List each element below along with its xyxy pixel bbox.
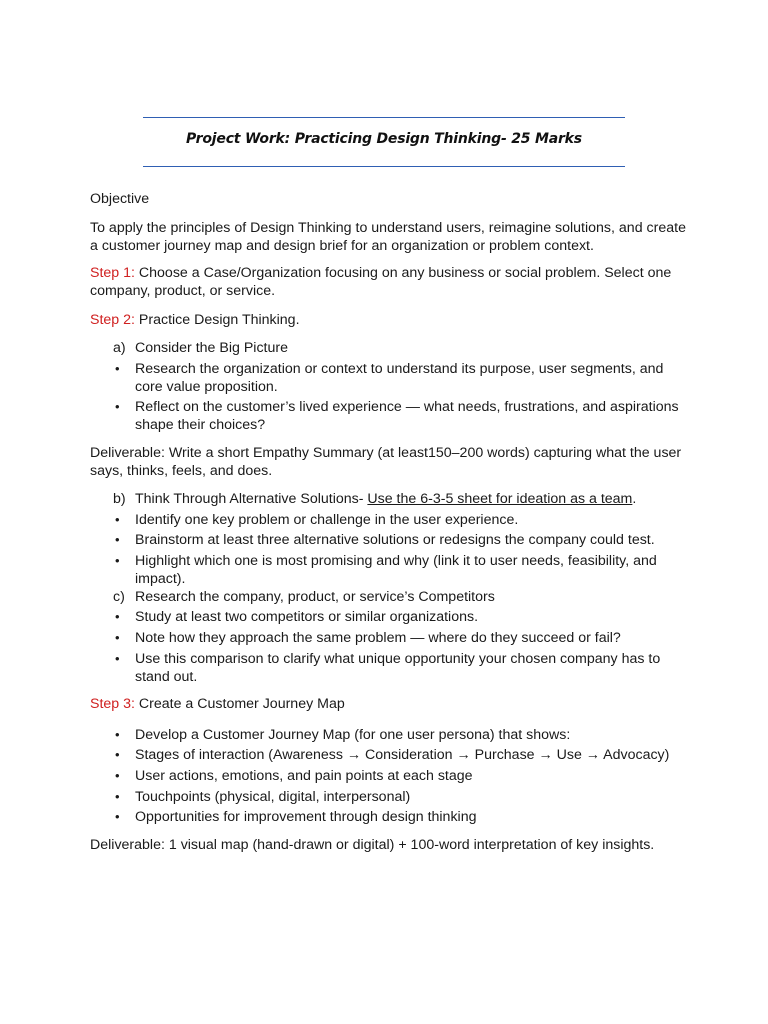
bullet-icon: • [115, 553, 120, 568]
list-item [113, 360, 693, 396]
step2-c-item [113, 588, 693, 606]
list-item [113, 726, 693, 744]
bullet-icon: • [115, 399, 120, 414]
list-marker: c) [113, 589, 125, 605]
bullet-icon: • [115, 361, 120, 376]
list-item [113, 552, 693, 588]
list-item-text: Study at least two competitors or similar organizations. [135, 609, 479, 625]
bullet-icon: • [115, 651, 120, 666]
step2-text: Practice Design Thinking. [134, 312, 300, 328]
bullet-icon: • [115, 630, 120, 645]
step3-paragraph [90, 695, 690, 713]
step2-label: Step 2: [90, 312, 135, 328]
list-item-text: Use this comparison to clarify what unique opportunity your chosen company has to stand out. [135, 651, 661, 685]
objective-heading: Objective [90, 191, 150, 207]
step2-a-text: Consider the Big Picture [135, 340, 288, 356]
list-item [113, 808, 693, 826]
title-bottom-rule [143, 166, 625, 167]
list-item-text: Touchpoints (physical, digital, interpersonal) [135, 789, 411, 805]
list-item-text: Highlight which one is most promising and why (link it to user needs, feasibility, and impact). [135, 553, 657, 587]
step2-b-item [113, 490, 693, 508]
step2-b-period: . [632, 491, 637, 507]
bullet-icon: • [115, 532, 120, 547]
list-item-text: Opportunities for improvement through design thinking [135, 809, 477, 825]
list-marker: a) [113, 340, 126, 356]
list-item [113, 511, 693, 529]
list-item [113, 608, 693, 626]
list-marker: b) [113, 491, 126, 507]
list-item-text: Develop a Customer Journey Map (for one user persona) that shows: [135, 727, 571, 743]
list-item [113, 788, 693, 806]
page-title: Project Work: Practicing Design Thinking- 25 Marks [186, 131, 582, 147]
bullet-icon: • [115, 768, 120, 783]
step1-paragraph [90, 264, 690, 300]
ideation-sheet-link[interactable]: Use the 6-3-5 sheet for ideation as a team [367, 491, 633, 507]
list-item [113, 767, 693, 785]
step1-label: Step 1: [90, 265, 135, 281]
list-item [113, 746, 693, 764]
step2-b-label: Think Through Alternative Solutions- [135, 491, 368, 507]
list-item-text: Reflect on the customer’s lived experience — what needs, frustrations, and aspirations shape their choices? [135, 399, 679, 433]
bullet-icon: • [115, 809, 120, 824]
list-item [113, 650, 693, 686]
list-item [113, 629, 693, 647]
list-item-text: Stages of interaction (Awareness → Consideration → Purchase → Use → Advocacy) [135, 747, 670, 763]
step3-label: Step 3: [90, 696, 135, 712]
list-item-text: Research the organization or context to understand its purpose, user segments, and core value proposition. [135, 361, 664, 395]
empathy-deliverable: Deliverable: Write a short Empathy Summary (at least150–200 words) capturing what the user says, thinks, feels, and does. [90, 445, 682, 479]
list-item-text: Identify one key problem or challenge in the user experience. [135, 512, 519, 528]
step3-text: Create a Customer Journey Map [134, 696, 345, 712]
objective-text: To apply the principles of Design Thinking to understand users, reimagine solutions, and create a customer journey map and design brief for an organization or problem context. [90, 220, 686, 254]
bullet-icon: • [115, 727, 120, 742]
title-top-rule [143, 117, 625, 118]
bullet-icon: • [115, 609, 120, 624]
list-item [113, 531, 693, 549]
step2-b-text [135, 490, 693, 508]
step2-a-item [113, 339, 693, 357]
step2-c-text: Research the company, product, or service’s Competitors [135, 589, 495, 605]
journey-map-deliverable: Deliverable: 1 visual map (hand-drawn or digital) + 100-word interpretation of key insights. [90, 837, 655, 853]
list-item-text: Note how they approach the same problem — where do they succeed or fail? [135, 630, 621, 646]
bullet-icon: • [115, 789, 120, 804]
list-item [113, 398, 693, 434]
bullet-icon: • [115, 512, 120, 527]
list-item-text: Brainstorm at least three alternative solutions or redesigns the company could test. [135, 532, 655, 548]
step1-text: Choose a Case/Organization focusing on any business or social problem. Select one company, product, or service. [90, 265, 672, 299]
step2-paragraph [90, 311, 690, 329]
list-item-text: User actions, emotions, and pain points at each stage [135, 768, 473, 784]
bullet-icon: • [115, 747, 120, 762]
